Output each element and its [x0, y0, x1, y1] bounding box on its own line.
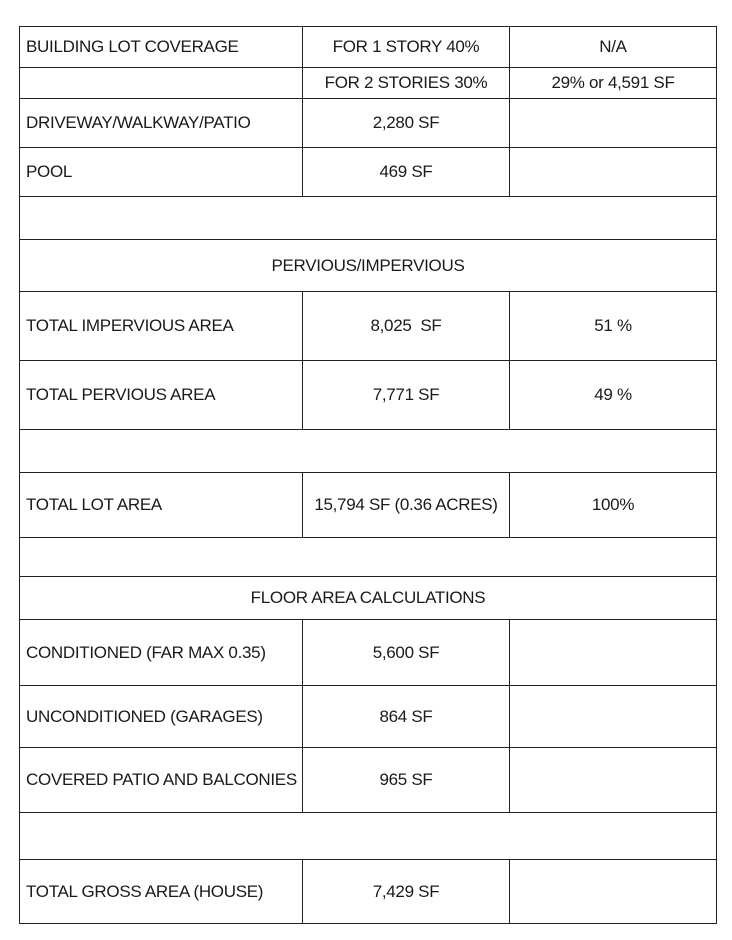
pool-label: POOL: [20, 148, 303, 197]
conditioned-label: CONDITIONED (FAR MAX 0.35): [20, 620, 303, 686]
floor-area-heading: FLOOR AREA CALCULATIONS: [20, 577, 717, 620]
covered-patio-area: 965 SF: [303, 748, 510, 813]
total-pervious-label: TOTAL PERVIOUS AREA: [20, 361, 303, 430]
conditioned-percent: [510, 620, 717, 686]
table-row: [20, 292, 717, 361]
two-stories-coverage: FOR 2 STORIES 30%: [303, 68, 510, 99]
total-impervious-label: TOTAL IMPERVIOUS AREA: [20, 292, 303, 361]
spacer-row: [20, 538, 717, 577]
table-row: [20, 620, 717, 686]
conditioned-area: 5,600 SF: [303, 620, 510, 686]
covered-patio-label: COVERED PATIO AND BALCONIES: [20, 748, 303, 813]
table-row: [20, 27, 717, 68]
area-calculation-table: [19, 26, 717, 924]
table-row: [20, 99, 717, 148]
area-calculation-sheet: [19, 26, 716, 924]
one-story-coverage-value: N/A: [510, 27, 717, 68]
table-row: [20, 68, 717, 99]
empty-cell: [20, 538, 717, 577]
driveway-area: 2,280 SF: [303, 99, 510, 148]
unconditioned-percent: [510, 686, 717, 748]
unconditioned-label: UNCONDITIONED (GARAGES): [20, 686, 303, 748]
driveway-percent: [510, 99, 717, 148]
table-row: [20, 748, 717, 813]
table-row: [20, 686, 717, 748]
building-lot-coverage-label: BUILDING LOT COVERAGE: [20, 27, 303, 68]
total-lot-area: 15,794 SF (0.36 ACRES): [303, 473, 510, 538]
total-gross-percent: [510, 860, 717, 924]
spacer-row: [20, 813, 717, 860]
pervious-impervious-heading: PERVIOUS/IMPERVIOUS: [20, 240, 717, 292]
table-row: [20, 361, 717, 430]
spacer-row: [20, 197, 717, 240]
pool-percent: [510, 148, 717, 197]
table-row: [20, 860, 717, 924]
covered-patio-percent: [510, 748, 717, 813]
total-gross-area: 7,429 SF: [303, 860, 510, 924]
empty-cell: [20, 430, 717, 473]
unconditioned-area: 864 SF: [303, 686, 510, 748]
spacer-row: [20, 430, 717, 473]
empty-cell: [20, 68, 303, 99]
driveway-label: DRIVEWAY/WALKWAY/PATIO: [20, 99, 303, 148]
total-lot-percent: 100%: [510, 473, 717, 538]
table-row: [20, 577, 717, 620]
pool-area: 469 SF: [303, 148, 510, 197]
total-impervious-percent: 51 %: [510, 292, 717, 361]
table-row: [20, 148, 717, 197]
table-row: [20, 473, 717, 538]
table-row: [20, 240, 717, 292]
total-pervious-percent: 49 %: [510, 361, 717, 430]
total-lot-label: TOTAL LOT AREA: [20, 473, 303, 538]
total-gross-label: TOTAL GROSS AREA (HOUSE): [20, 860, 303, 924]
empty-cell: [20, 813, 717, 860]
empty-cell: [20, 197, 717, 240]
two-stories-coverage-value: 29% or 4,591 SF: [510, 68, 717, 99]
total-pervious-area: 7,771 SF: [303, 361, 510, 430]
one-story-coverage: FOR 1 STORY 40%: [303, 27, 510, 68]
total-impervious-area: 8,025 SF: [303, 292, 510, 361]
